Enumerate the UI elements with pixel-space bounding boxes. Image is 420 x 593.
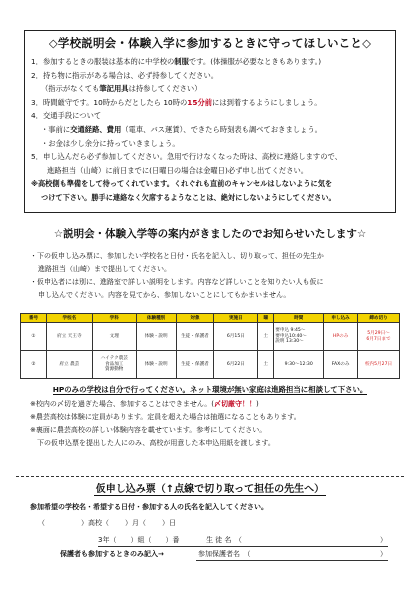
cell-dept: 文理 (92, 323, 136, 351)
header-dept: 学科 (92, 314, 136, 323)
section-2-line-1: ・下の仮申し込み票に、参加したい学校名と日付・氏名を記入し、切り取って、担任の先生か (30, 252, 324, 260)
header-date: 実施日 (214, 314, 258, 323)
header-deadline: 締め切り (358, 314, 400, 323)
events-table (20, 313, 400, 379)
table-row (21, 351, 400, 379)
table-row (21, 323, 400, 351)
rule-4: 4．交通手段について (31, 111, 102, 121)
rule-5-line-2: 進路担当（山崎）に前日までに(日曜日の場合は金曜日)必ず申し出てください。 (47, 165, 309, 175)
cell-date: 6月15日 (214, 323, 258, 351)
section-2-line-3: ・仮申込者には別に、進路室で詳しい説明をします。内容など詳しいことを知りたい人も仮に (30, 278, 324, 286)
rule-4-sub-2: ・お金は少し余分に持っていきましょう。 (41, 138, 180, 148)
grade-line (98, 535, 242, 545)
hp-notice: HPのみの学校は自分で行ってください。ネット環境が無い家庭は進路担当に相談して下さい。 (52, 385, 368, 394)
student-name-close: ） (380, 536, 387, 544)
rules-list (31, 55, 389, 205)
notice-box (24, 30, 396, 213)
note-2: ※農芸高校は体験に定員があります。定員を超えた場合は抽選になることもあります。 (30, 413, 301, 421)
section-2-title: ☆説明会・体験入学等の案内がきましたのでお知らせいたします☆ (53, 228, 367, 240)
cell-school: 府立 農芸 (46, 351, 92, 379)
cell-time: 要申込 9:45～ 要申込10:40～ 説明 13:30～ (274, 323, 324, 351)
header-no: 番号 (21, 314, 47, 323)
rule-2-sub: （指示がなくても筆記用具は持参してください） (41, 84, 202, 94)
student-underline (98, 546, 388, 547)
section-2-line-4: 申し込んでください。内容を見てから、参加しないことにしてもかまいません。 (38, 291, 291, 299)
note-3: ※裏面に農芸高校の詳しい体験内容を載せています。参考にしてください。 (30, 426, 267, 434)
cell-apply: HPのみ (324, 323, 358, 351)
header-target: 対象 (176, 314, 214, 323)
header-type: 体験種別 (136, 314, 176, 323)
form-title: 仮申し込み票（↑点線で切り取って担任の先生へ） (95, 484, 325, 495)
guardian-name-label: 参加保護者名 （ (198, 550, 251, 558)
cell-dept: ハイテク農芸 食品加工 資源動物 (92, 351, 136, 379)
rule-2: 2．持ち物に指示がある場合は、必ず持参してください。 (31, 70, 219, 80)
rule-5-line-1: 5．申し込んだら必ず参加してください。急用で行けなくなった時は、高校に連絡しますので、 (31, 152, 342, 162)
section-2-line-2: 進路担当（山崎）まで提出してください。 (38, 265, 171, 273)
cell-target: 生徒・保護者 (176, 351, 214, 379)
guardian-underline (196, 560, 388, 561)
school-date-line: （ ）高校（ ）月（ ）日 (38, 519, 176, 527)
cell-type: 体験・説明 (136, 351, 176, 379)
rule-4-sub-1: ・事前に交通経路、費用（電車、バス運賃）、できたら時刻表も調べておきましょう。 (41, 124, 322, 134)
cell-day: 土 (258, 323, 274, 351)
cell-school: 府立 天王寺 (46, 323, 92, 351)
note-1: ※校内の〆切を過ぎた場合、参加することはできません。(〆切厳守！！) (30, 400, 259, 408)
grade-class-number: 3年（ ）組（ ）番 (98, 536, 180, 544)
rule-1: 1．参加するときの服装は基本的に中学校の制服です。(体操服が必要なときもあります。) (31, 57, 322, 66)
cell-time: 9:30～12:30 (274, 351, 324, 379)
bold-note-1: ※高校側も準備をして待ってくれています。くれぐれも直前のキャンセルはしないように気を (31, 179, 333, 189)
guardian-label: 保護者も参加するときのみ記入→ (60, 550, 164, 558)
header-time: 時間 (274, 314, 324, 323)
student-name-label: 生 徒 名 （ (205, 536, 242, 544)
cell-deadline: 5月29日～ 6月7日まで (358, 323, 400, 351)
cell-date: 6月22日 (214, 351, 258, 379)
bold-note-2: つけて下さい。勝手に連絡なく欠席するようなことは、絶対にしないようにしてください。 (41, 192, 336, 202)
cell-no: ① (21, 323, 47, 351)
cell-type: 体験・説明 (136, 323, 176, 351)
cell-deadline: 校内5月27日 (358, 351, 400, 379)
cell-no: ② (21, 351, 47, 379)
form-instruction: 参加希望の学校名・希望する日付・参加する人の氏名を記入してください。 (30, 503, 268, 511)
notice-title: ◇学校説明会・体験入学に参加するときに守ってほしいこと◇ (48, 36, 372, 50)
header-day: 曜 (258, 314, 274, 323)
section-2-text (30, 250, 324, 302)
header-apply: 申し込み (324, 314, 358, 323)
cell-apply: FAXのみ (324, 351, 358, 379)
rule-3: 3．時間厳守です。10時からだとしたら 10時の15分前には到着するようにしましょう。 (31, 97, 322, 107)
guardian-name-close: ） (380, 550, 387, 558)
table-header-row (21, 314, 400, 323)
note-4: 下の仮申込票を提出した人にのみ、高校が用意した本申込用紙を渡します。 (30, 439, 275, 447)
cell-day: 土 (258, 351, 274, 379)
header-school: 学校名 (46, 314, 92, 323)
cell-target: 生徒・保護者 (176, 323, 214, 351)
notes (30, 398, 301, 450)
cut-line (16, 476, 404, 477)
